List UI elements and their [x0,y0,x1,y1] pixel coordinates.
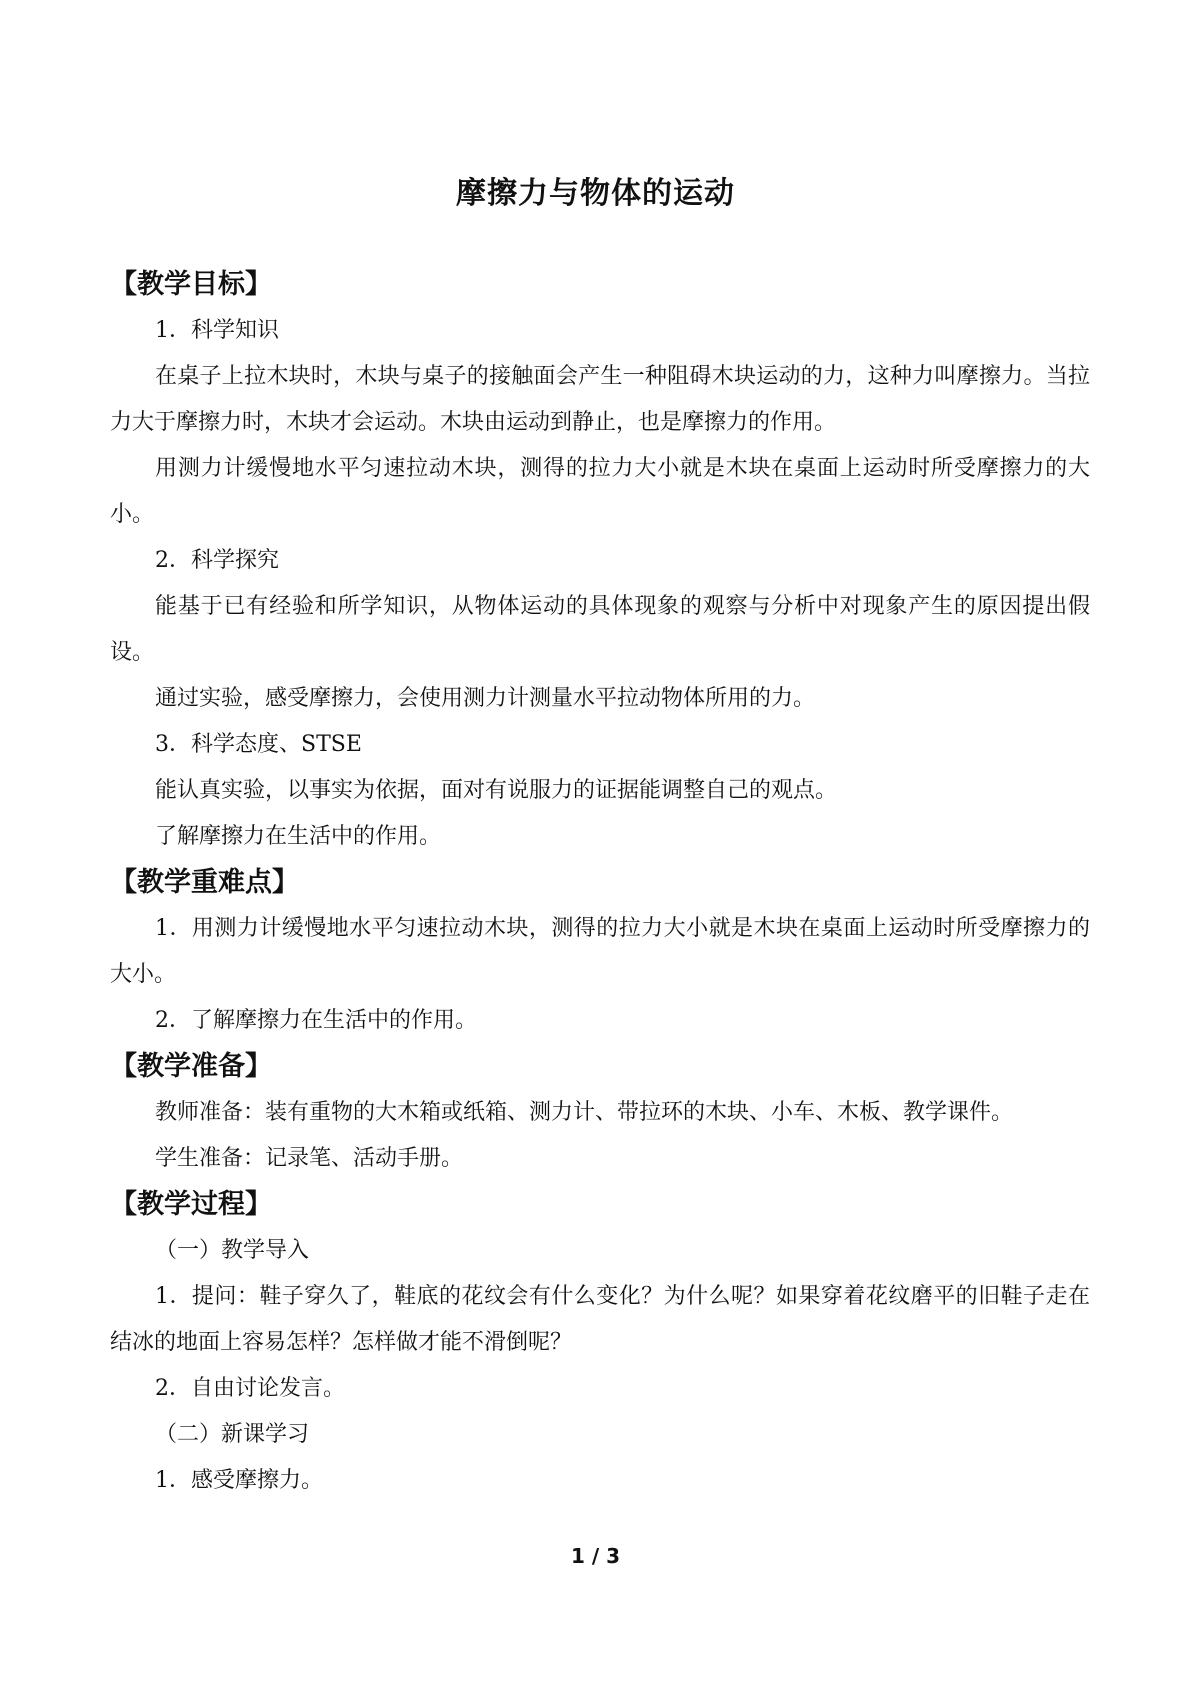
paragraph: 通过实验，感受摩擦力，会使用测力计测量水平拉动物体所用的力。 [155,686,816,711]
paragraph: 2．了解摩擦力在生活中的作用。 [155,1008,477,1033]
document-title: 摩擦力与物体的运动 [456,176,735,211]
paragraph: 教师准备：装有重物的大木箱或纸箱、测力计、带拉环的木块、小车、木板、教学课件。 [155,1100,1014,1125]
subheading-new-lesson: （二）新课学习 [155,1422,310,1447]
paragraph: 能基于已有经验和所学知识，从物体运动的具体现象的观察与分析中对现象产生的原因提出假设。 [110,594,1090,665]
paragraph: 1．用测力计缓慢地水平匀速拉动木块，测得的拉力大小就是木块在桌面上运动时所受摩擦力的大小。 [110,916,1090,987]
paragraph: 学生准备：记录笔、活动手册。 [155,1146,464,1171]
paragraph: 1．提问：鞋子穿久了，鞋底的花纹会有什么变化？为什么呢？如果穿着花纹磨平的旧鞋子走在结冰的地面上容易怎样？怎样做才能不滑倒呢？ [110,1284,1090,1355]
page-number: 1 / 3 [570,1544,621,1568]
subheading-science-knowledge: 1．科学知识 [155,318,279,343]
section-heading-process: 【教学过程】 [110,1189,272,1220]
subheading-intro: （一）教学导入 [155,1238,310,1263]
section-heading-preparation: 【教学准备】 [110,1051,272,1082]
paragraph: 能认真实验，以事实为依据，面对有说服力的证据能调整自己的观点。 [155,778,838,803]
section-heading-key-points: 【教学重难点】 [110,867,299,898]
paragraph: 在桌子上拉木块时，木块与桌子的接触面会产生一种阻碍木块运动的力，这种力叫摩擦力。当拉力大于摩擦力时，木块才会运动。木块由运动到静止，也是摩擦力的作用。 [110,364,1090,435]
paragraph: 了解摩擦力在生活中的作用。 [155,824,442,849]
section-heading-objectives: 【教学目标】 [110,269,272,300]
paragraph: 2．自由讨论发言。 [155,1376,345,1401]
subheading-science-attitude: 3．科学态度、STSE [155,732,362,757]
paragraph: 1．感受摩擦力。 [155,1468,323,1493]
document-body [110,262,1090,1504]
paragraph: 用测力计缓慢地水平匀速拉动木块，测得的拉力大小就是木块在桌面上运动时所受摩擦力的大小。 [110,456,1090,527]
subheading-science-inquiry: 2．科学探究 [155,548,279,573]
